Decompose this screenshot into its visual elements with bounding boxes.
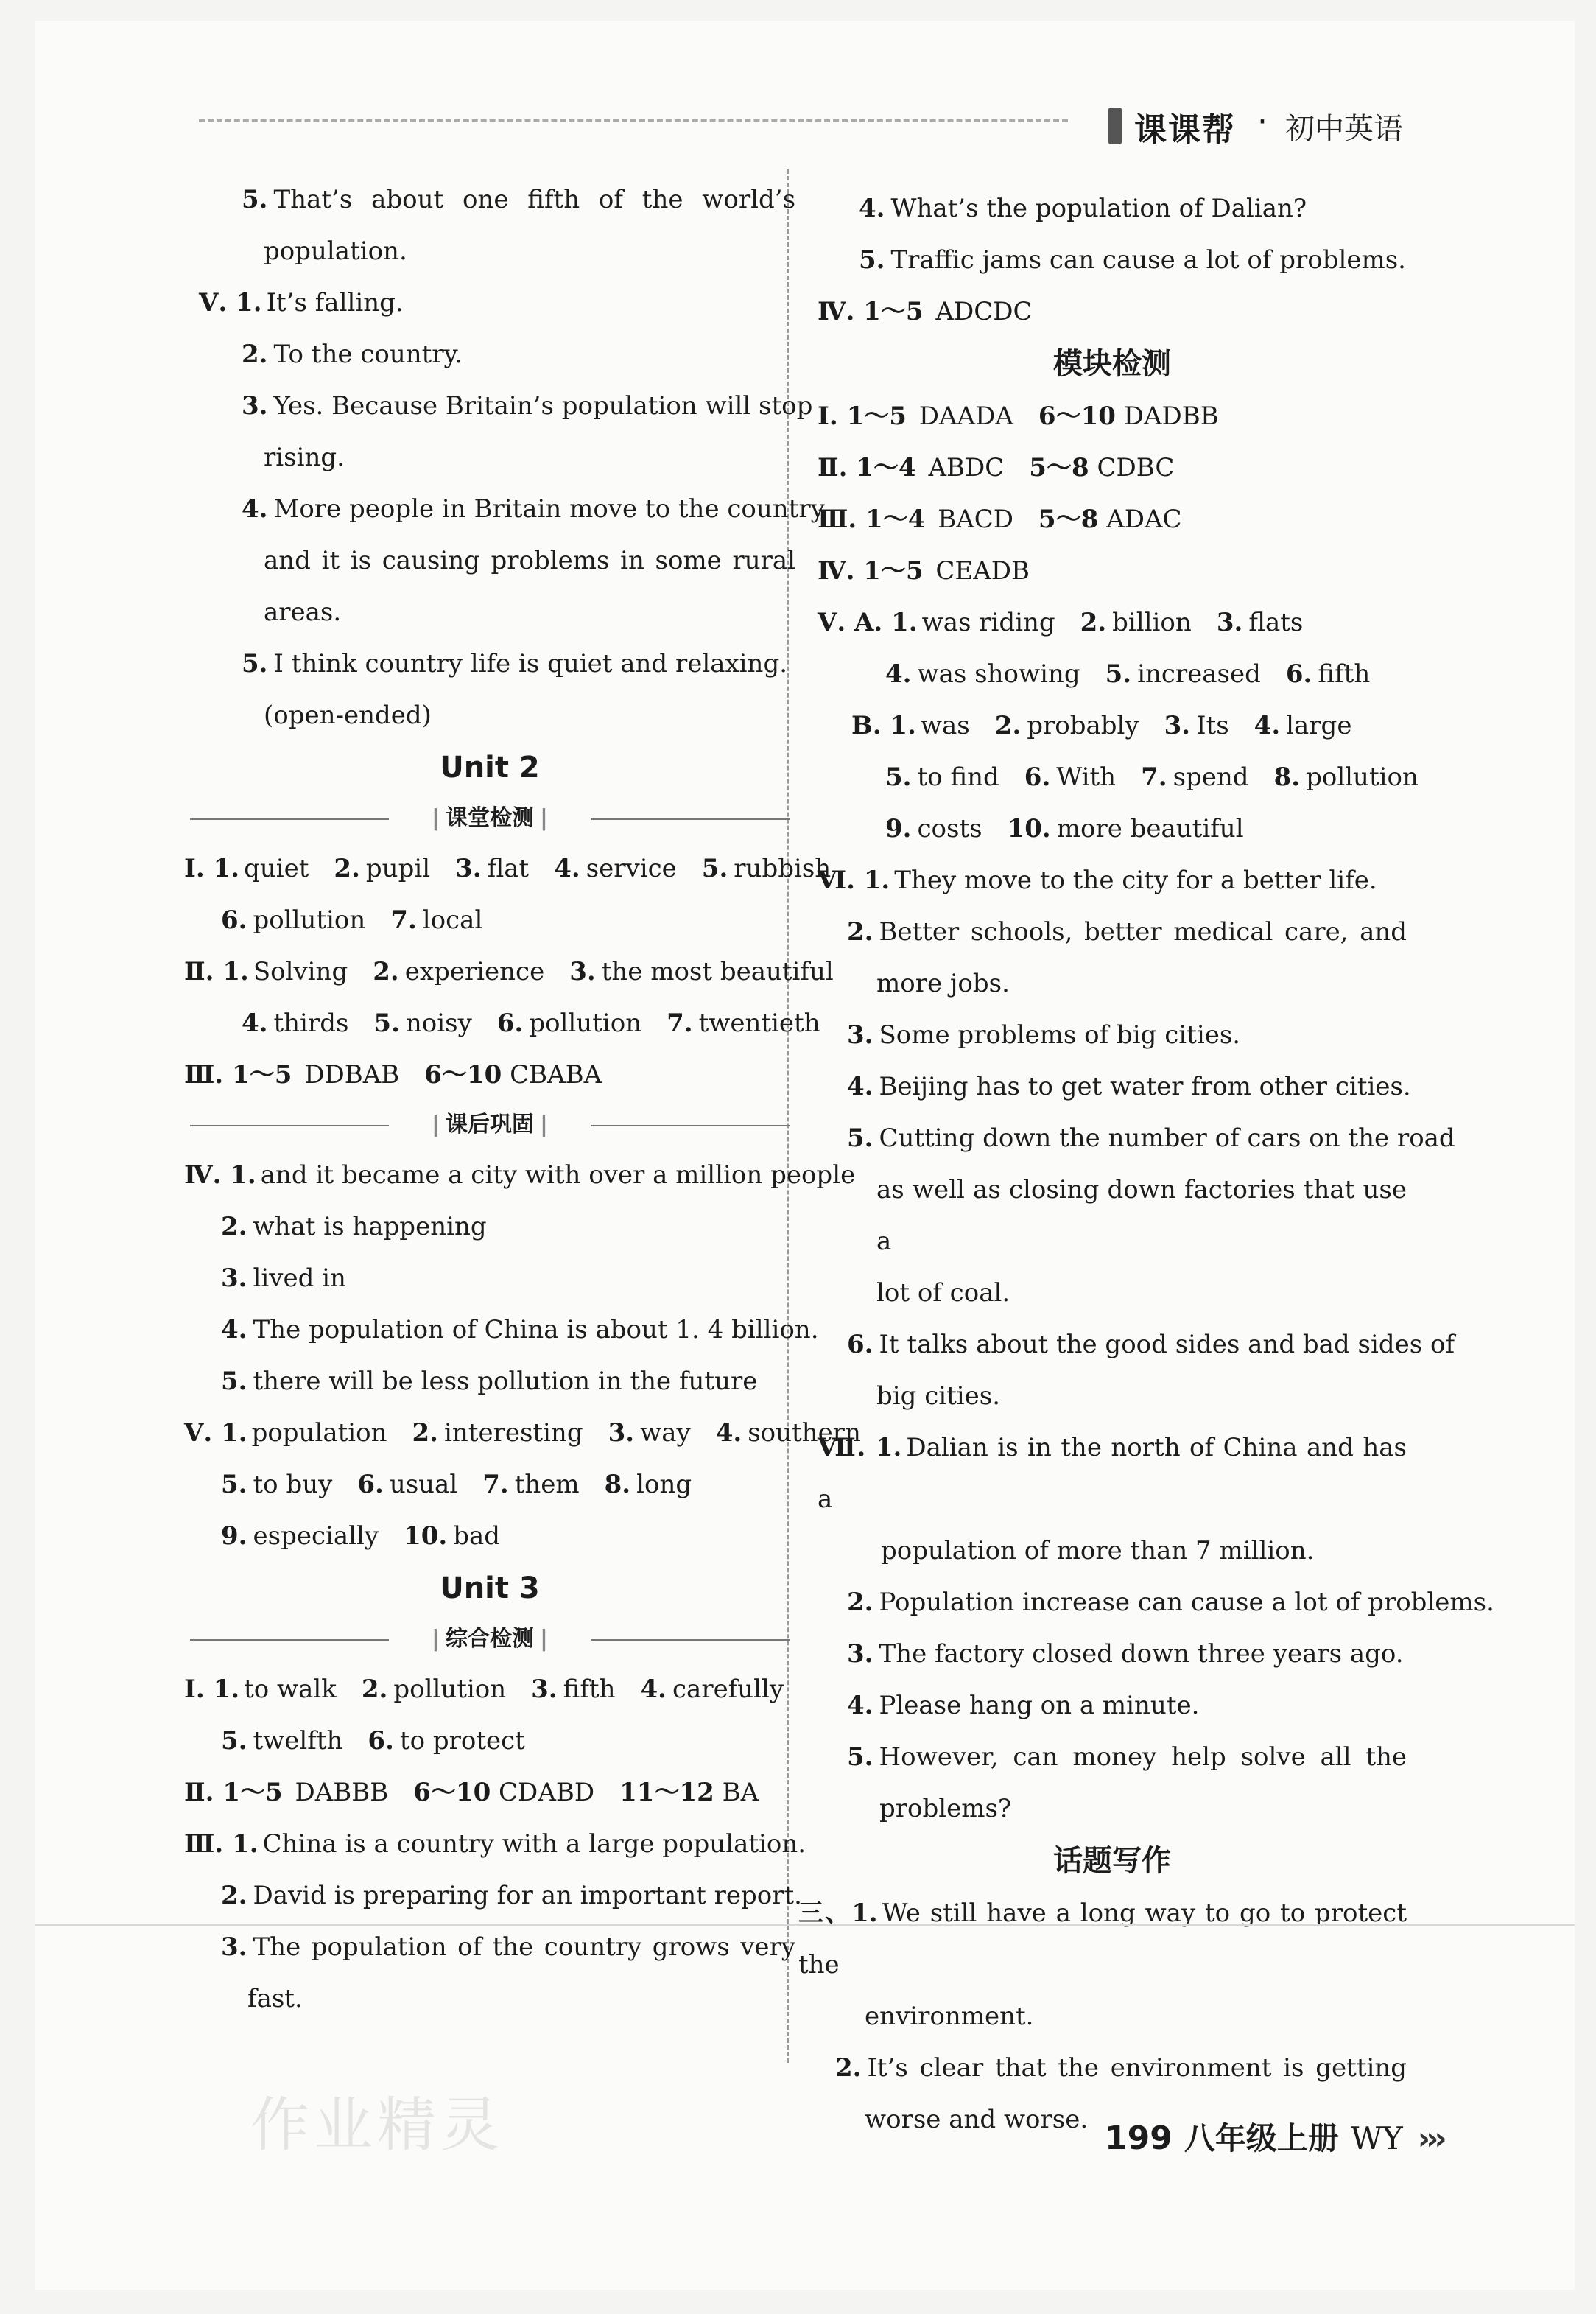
answer-line: 4. Beijing has to get water from other cities. [847, 1072, 1411, 1101]
answer-line: rising. [264, 443, 345, 472]
answer-line: 3. Some problems of big cities. [847, 1020, 1241, 1050]
answer-line: 5. I think country life is quiet and relaxing. [242, 649, 788, 679]
answer-line: Ⅶ. 1. Dalian is in the north of China and has a [818, 1433, 1407, 1514]
answer-line: 4. More people in Britain move to the country [242, 494, 825, 524]
answer-line: Ⅴ. 1. It’s falling. [199, 288, 404, 318]
answer-line: 5. That’s about one fifth of the world’s [242, 185, 796, 214]
answer-line: 3. The factory closed down three years ago. [847, 1639, 1404, 1669]
section-kehou: | 课后巩固 | [184, 1101, 795, 1149]
section-zonghe: | 综合检测 | [184, 1615, 795, 1663]
answer-line: Ⅱ. 1～4 ABDC 5～8 CDBC [818, 453, 1175, 483]
answer-line: Ⅲ. 1～4 BACD 5～8 ADAC [818, 505, 1182, 534]
answer-line: 3. lived in [221, 1263, 346, 1293]
header-separator: · [1257, 103, 1268, 141]
answer-line: 三、1. We still have a long way to go to protect the [798, 1898, 1407, 1980]
answer-line: and it is causing problems in some rural [264, 546, 795, 575]
section-ketang: | 课堂检测 | [184, 794, 795, 843]
answer-line: population. [264, 236, 407, 266]
answer-line: 2. David is preparing for an important report. [221, 1881, 802, 1910]
answer-line: problems? [879, 1794, 1012, 1823]
answer-line: 6. pollution 7. local [221, 905, 483, 935]
answer-line: Ⅳ. 1～5 CEADB [818, 556, 1030, 586]
page-number: 199 [1105, 2120, 1173, 2157]
header-brand: 课课帮 [1134, 111, 1236, 149]
answer-line: (open-ended) [264, 701, 432, 730]
answer-line: Ⅳ. 1. and it became a city with over a million people [184, 1160, 856, 1190]
page-fold-line [35, 1924, 1575, 1926]
answer-line: Ⅰ. 1～5 DAADA 6～10 DADBB [818, 402, 1219, 431]
answer-line: 2. To the country. [242, 340, 463, 369]
answer-line: 2. It’s clear that the environment is getting [835, 2053, 1407, 2083]
answer-line: Ⅴ. A. 1. was riding 2. billion 3. flats [818, 608, 1304, 637]
answer-line: worse and worse. [865, 2105, 1089, 2134]
unit-2-heading: Unit 2 [440, 751, 540, 785]
answer-line: more jobs. [876, 969, 1010, 998]
answer-line: lot of coal. [876, 1278, 1010, 1308]
answer-line: 4. The population of China is about 1. 4 billion. [221, 1315, 819, 1344]
answer-line: 4. What’s the population of Dalian? [859, 194, 1307, 223]
header-subtitle: 初中英语 [1285, 112, 1403, 146]
module-test-heading: 模块检测 [1053, 347, 1171, 381]
answer-line: Ⅰ. 1. to walk 2. pollution 3. fifth 4. carefully [184, 1675, 784, 1704]
answer-line: 2. what is happening [221, 1212, 487, 1241]
answer-line: Ⅱ. 1～5 DABBB 6～10 CDABD 11～12 BA [184, 1778, 759, 1807]
answer-line: 5. Traffic jams can cause a lot of problems. [859, 245, 1406, 275]
topic-writing-heading: 话题写作 [1053, 1844, 1171, 1878]
answer-line: population of more than 7 million. [881, 1536, 1315, 1566]
answer-line: 4. Please hang on a minute. [847, 1691, 1200, 1720]
answer-line: 4. was showing 5. increased 6. fifth [885, 659, 1371, 689]
answer-line: 9. especially 10. bad [221, 1521, 501, 1551]
answer-line: Ⅱ. 1. Solving 2. experience 3. the most beautiful [184, 957, 834, 986]
answer-line: environment. [865, 2002, 1034, 2031]
answer-line: Ⅲ. 1～5 DDBAB 6～10 CBABA [184, 1060, 602, 1090]
answer-line: Ⅴ. 1. population 2. interesting 3. way 4. southern [184, 1418, 861, 1448]
answer-line: 9. costs 10. more beautiful [885, 814, 1244, 844]
header-bar-icon [1108, 108, 1122, 144]
answer-line: 5. However, can money help solve all the [847, 1742, 1407, 1772]
answer-line: 3. The population of the country grows very [221, 1932, 795, 1962]
answer-line: 5. there will be less pollution in the future [221, 1367, 758, 1396]
edition-label: WY [1350, 2120, 1403, 2156]
answer-line: areas. [264, 597, 342, 627]
answer-line: big cities. [876, 1381, 1001, 1411]
answer-line: as well as closing down factories that use a [876, 1175, 1407, 1256]
page-footer [1105, 2114, 1443, 2159]
answer-line: B. 1. was 2. probably 3. Its 4. large [851, 711, 1352, 740]
answer-line: 2. Population increase can cause a lot of problems. [847, 1588, 1494, 1617]
answer-line: Ⅵ. 1. They move to the city for a better life. [818, 866, 1377, 895]
unit-3-heading: Unit 3 [440, 1571, 540, 1605]
header-dashed-rule [199, 119, 1068, 122]
grade-label: 八年级上册 [1184, 2120, 1339, 2156]
watermark-text: 作业精灵 [250, 2091, 504, 2159]
answer-line: 2. Better schools, better medical care, and [847, 917, 1407, 947]
answer-line: fast. [247, 1984, 303, 2013]
answer-line: 3. Yes. Because Britain’s population will stop [242, 391, 813, 421]
right-column [798, 183, 1494, 2145]
answer-line: Ⅰ. 1. quiet 2. pupil 3. flat 4. service 5. rubbish [184, 854, 832, 883]
left-column [184, 174, 861, 2024]
answer-line: 5. Cutting down the number of cars on the road [847, 1123, 1455, 1153]
answer-line: 6. It talks about the good sides and bad sides of [847, 1330, 1455, 1359]
answer-line: Ⅳ. 1～5 ADCDC [818, 297, 1033, 326]
answer-line: 4. thirds 5. noisy 6. pollution 7. twentieth [242, 1009, 820, 1038]
chevrons-icon: ››› [1417, 2120, 1443, 2156]
answer-line: 5. to buy 6. usual 7. them 8. long [221, 1470, 692, 1499]
answer-line: Ⅲ. 1. China is a country with a large population. [184, 1829, 806, 1859]
answer-line: 5. twelfth 6. to protect [221, 1726, 525, 1756]
answer-line: 5. to find 6. With 7. spend 8. pollution [885, 762, 1419, 792]
